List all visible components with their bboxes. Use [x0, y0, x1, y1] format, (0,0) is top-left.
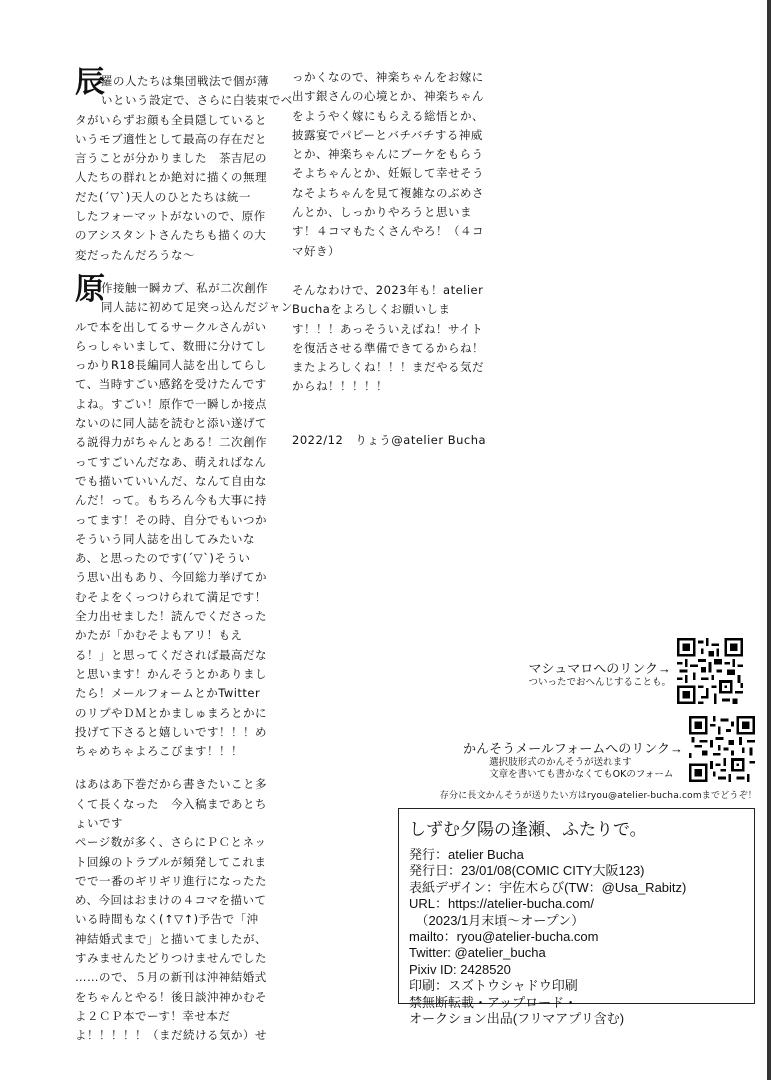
- text-line: らっしゃいまして、数冊に分けてし: [75, 338, 267, 353]
- marshmallow-link-note: ついったでおへんじすることも。: [528, 677, 671, 688]
- text-line: むそよをくっつけられて満足です！: [75, 589, 267, 604]
- text-line: 変だったんだろうな〜: [75, 247, 195, 262]
- colophon-cover-design: 表紙デザイン：宇佐木らび(TW：@Usa_Rabitz): [409, 879, 687, 895]
- text-line: ょいです: [75, 815, 123, 830]
- colophon-publisher: 発行：atelier Bucha: [409, 847, 524, 862]
- text-line: からね！！！！！: [292, 379, 388, 394]
- text-line: す！！！あっそういえばね！サイト: [292, 321, 484, 336]
- drop-cap: 原: [75, 271, 106, 307]
- book-title: しずむ夕陽の逢瀬、ふたりで。: [409, 820, 647, 839]
- text-line: またよろしくね！！！まだやる気だ: [292, 360, 484, 375]
- left-column: [75, 65, 293, 1046]
- text-line: よ！！！！！（まだ続ける気か）せ: [75, 1028, 267, 1043]
- colophon-printer: 印刷：スズトウシャドウ印刷: [409, 978, 578, 994]
- text-line: 神結婚式まで」と描いてましたが、: [75, 931, 267, 946]
- text-line: いうモブ適性として最高の存在だと: [75, 131, 267, 146]
- text-line: あ、と思ったのです(´▽`)そうい: [75, 551, 251, 566]
- text-line: 羅の人たちは集団戦法で個が薄: [101, 74, 269, 88]
- text-line: る！」と思ってくだされば最高だな: [75, 647, 267, 662]
- text-line: ってます！その時、自分でもいつか: [75, 512, 267, 527]
- text-line: め、今回はおまけの４コマを描いて: [75, 893, 267, 908]
- text-line: をようやく嫁にもらえる総悟とか、: [292, 108, 484, 123]
- text-line: でも描いていいんだ、なんて自由な: [75, 473, 267, 488]
- colophon-twitter[interactable]: Twitter: @atelier_bucha: [409, 945, 546, 961]
- text-line: ちゃめちゃよろこびます！！！: [75, 744, 243, 759]
- text-line: る説得力がちゃんとある！二次創作: [75, 435, 267, 450]
- text-line: だた(´▽`)天人のひとたちは統一: [75, 189, 251, 204]
- text-line: そよちゃんとか、妊娠して幸せそう: [292, 166, 484, 181]
- left-paragraph-1: [75, 65, 293, 265]
- text-line: なそよちゃんを見て複雑なのぶめさ: [292, 185, 484, 200]
- text-line: んだ！って。もちろん今も大事に持: [75, 493, 267, 508]
- text-line: 人たちの群れとか絶対に描くの無理: [75, 170, 267, 185]
- right-column: [292, 68, 487, 450]
- text-line: タがいらずお顔も全員隠していると: [75, 112, 267, 127]
- right-paragraph-1: [292, 68, 484, 261]
- text-line: たら！メールフォームとかTwitter: [75, 686, 261, 701]
- text-line: を復活させる準備できてるからね！: [292, 340, 484, 355]
- drop-cap: 辰: [75, 65, 106, 100]
- text-line: すみませんたどりつけませんでした: [75, 951, 267, 966]
- signature: 2022/12 りょう@atelier Bucha: [292, 432, 487, 447]
- contact-notice: 存分に長文かんそうが送りたい方はryou@atelier-bucha.comまでどうぞ！: [439, 791, 757, 801]
- text-line: いという設定で、さらに白装束でベ: [101, 93, 293, 108]
- text-line: んとか、しっかりやろうと思いま: [292, 205, 472, 220]
- colophon-url-note: （2023/1月末頃〜オープン）: [409, 912, 585, 928]
- page-edge: [767, 0, 771, 1080]
- colophon-url[interactable]: URL：https://atelier-bucha.com/: [409, 896, 594, 912]
- text-line: 投げて下さると嬉しいです！！！め: [75, 724, 267, 739]
- text-line: よね。すごい！原作で一瞬しか接点: [75, 396, 267, 411]
- text-line: ってすごいんだなあ、萌えればなん: [75, 454, 267, 469]
- text-line: をちゃんとやる！後日談沖神かむそ: [75, 989, 267, 1004]
- text-line: とか、神楽ちゃんにブーケをもらう: [292, 147, 484, 162]
- text-line: かたが「かむそよもアリ！もえ: [75, 628, 243, 643]
- mailform-link-label: かんそうメールフォームへのリンク→: [463, 741, 683, 756]
- colophon-notice-2: オークション出品(フリマアプリ含む): [409, 1010, 625, 1026]
- text-line: いる時間もなく(↑▽↑)予告で「沖: [75, 912, 259, 927]
- mailform-link-note-1: 選択肢形式のかんそうが送れます: [489, 757, 632, 768]
- marshmallow-qr-code[interactable]: [677, 638, 743, 704]
- text-line: はあはあ下巻だから書きたいこと多: [75, 777, 267, 792]
- mailform-link-block: [463, 716, 755, 782]
- right-paragraph-2: [292, 281, 484, 397]
- colophon-mailto[interactable]: mailto：ryou@atelier-bucha.com: [409, 928, 599, 944]
- marshmallow-link-block: [528, 638, 743, 704]
- text-line: ページ数が多く、さらにＰＣとネッ: [75, 835, 267, 850]
- text-line: のアシスタントさんたちも描くの大: [75, 228, 267, 243]
- left-paragraph-3: [75, 775, 270, 1045]
- text-line: よ２ＣＰ本でーす！幸せ本だ: [75, 1008, 231, 1023]
- text-line: 作接触一瞬カプ、私が二次創作: [101, 280, 269, 295]
- colophon-info: [409, 847, 686, 1027]
- text-line: そういう同人誌を出してみたいな: [75, 531, 255, 546]
- colophon-date: 発行日：23/01/08(COMIC CITY大阪123): [409, 863, 645, 879]
- text-line: と思います！かんそうとかありまし: [75, 666, 267, 681]
- colophon-box: [398, 808, 755, 1026]
- text-line: したフォーマットがないので、原作: [75, 209, 266, 224]
- colophon-notice-1: 禁無断転載・アップロード・: [409, 994, 578, 1010]
- text-line: Buchaをよろしくお願いしま: [292, 302, 451, 317]
- marshmallow-link-label: マシュマロへのリンク→: [528, 661, 671, 676]
- mailform-link-note-2: 文章を書いても書かなくてもOKのフォーム: [489, 769, 674, 780]
- text-line: ないのに同人誌を読むと添い遂げて: [75, 416, 267, 431]
- text-line: のリプやＤＭとかましゅまろとかに: [75, 705, 267, 720]
- text-line: でで一番のギリギリ進行になったた: [75, 873, 267, 888]
- text-line: マ好き）: [292, 243, 340, 258]
- text-line: 出す銀さんの心境とか、神楽ちゃん: [292, 89, 484, 104]
- text-line: す！４コマもたくさんやろ！（４コ: [292, 224, 484, 239]
- text-line: くて長くなった 今入稿まであとち: [75, 796, 267, 811]
- text-line: そんなわけで、2023年も！atelier: [292, 282, 484, 297]
- text-line: っかくなので、神楽ちゃんをお嫁に: [292, 70, 484, 84]
- text-line: て、当時すごい感銘を受けたんです: [75, 377, 267, 392]
- text-line: う思い出もあり、今回総力挙げてか: [75, 570, 267, 585]
- text-line: 披露宴でパピーとバチバチする神威: [292, 127, 483, 142]
- text-line: 言うことが分かりました 茶吉尼の: [75, 151, 267, 166]
- text-line: 全力出せました！読んでくださった: [75, 609, 267, 624]
- text-line: ……ので、５月の新刊は沖神結婚式: [75, 970, 267, 985]
- colophon-pixiv: Pixiv ID: 2428520: [409, 961, 511, 977]
- text-line: っかりR18長編同人誌を出してらし: [75, 358, 268, 373]
- mailform-qr-code[interactable]: [689, 716, 755, 782]
- text-line: ト回線のトラブルが頻発してこれま: [75, 854, 267, 869]
- text-line: ルで本を出してるサークルさんがい: [75, 319, 267, 334]
- left-paragraph-2: [75, 271, 293, 761]
- text-line: 同人誌に初めて足突っ込んだジャン: [101, 300, 293, 315]
